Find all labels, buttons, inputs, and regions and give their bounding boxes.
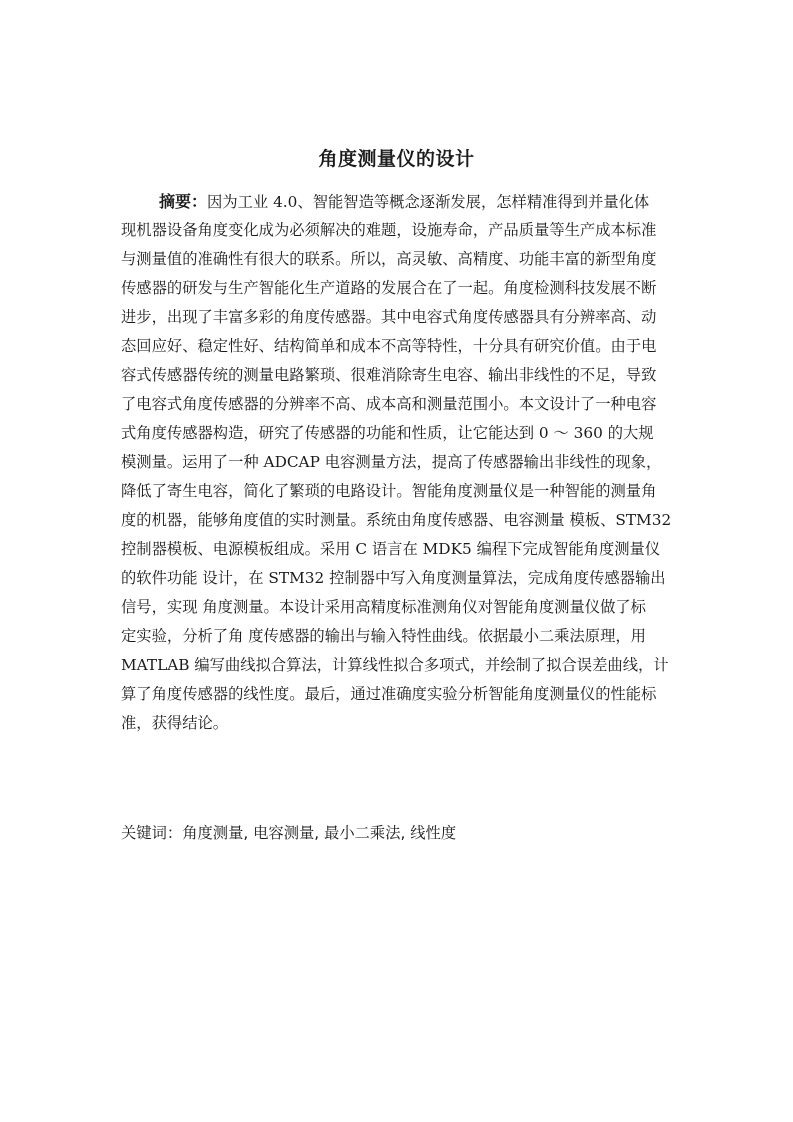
keywords-line (121, 819, 678, 848)
abstract-line: 准，获得结论。 (121, 714, 229, 732)
keywords-text: 角度测量, 电容测量, 最小二乘法, 线性度 (182, 824, 457, 842)
abstract-line: 进步，出现了丰富多彩的角度传感器。其中电容式角度传感器具有分辨率高、动 (121, 308, 657, 326)
abstract-section (121, 187, 678, 738)
abstract-text: 因为工业 4.0、智能智造等概念逐渐发展，怎样精准得到并量化体 (207, 193, 650, 211)
abstract-line: 的软件功能 设计，在 STM32 控制器中写入角度测量算法，完成角度传感器输出 (121, 569, 666, 587)
abstract-line: 定实验，分析了角 度传感器的输出与输入特性曲线。依据最小二乘法原理，用 (121, 627, 646, 645)
keywords-label: 关键词： (121, 824, 183, 842)
document-title: 角度测量仪的设计 (318, 148, 475, 170)
abstract-line: 信号，实现 角度测量。本设计采用高精度标准测角仪对智能角度测量仪做了标 (121, 598, 646, 616)
abstract-line: 态回应好、稳定性好、结构简单和成本不高等特性，十分具有研究价值。由于电 (121, 337, 657, 355)
abstract-line: MATLAB 编写曲线拟合算法，计算线性拟合多项式，并绘制了拟合误差曲线，计 (121, 656, 669, 674)
abstract-line: 模测量。运用了一种 ADCAP 电容测量方法，提高了传感器输出非线性的现象， (121, 453, 662, 471)
abstract-line: 控制器模板、电源模板组成。采用 C 语言在 MDK5 编程下完成智能角度测量仪 (121, 540, 661, 558)
abstract-line: 传感器的研发与生产智能化生产道路的发展合在了一起。角度检测科技发展不断 (121, 279, 657, 297)
abstract-line: 容式传感器传统的测量电路繁琐、很难消除寄生电容、输出非线性的不足，导致 (121, 366, 657, 384)
abstract-line: 算了角度传感器的线性度。最后，通过准确度实验分析智能角度测量仪的性能标 (121, 685, 657, 703)
abstract-label: 摘要： (159, 192, 208, 211)
abstract-line: 了电容式角度传感器的分辨率不高、成本高和测量范围小。本文设计了一种电容 (121, 395, 657, 413)
abstract-line: 现机器设备角度变化成为必须解决的难题，设施寿命，产品质量等生产成本标准 (121, 221, 657, 239)
abstract-line: 与测量值的准确性有很大的联系。所以，高灵敏、高精度、功能丰富的新型角度 (121, 250, 657, 268)
abstract-line: 降低了寄生电容，简化了繁琐的电路设计。智能角度测量仪是一种智能的测量角 (121, 482, 657, 500)
abstract-line (121, 187, 678, 216)
abstract-line: 度的机器，能够角度值的实时测量。系统由角度传感器、电容测量 模板、STM32 (121, 511, 672, 529)
abstract-line: 式角度传感器构造，研究了传感器的功能和性质，让它能达到 0 ～ 360 的大规 (121, 424, 654, 442)
